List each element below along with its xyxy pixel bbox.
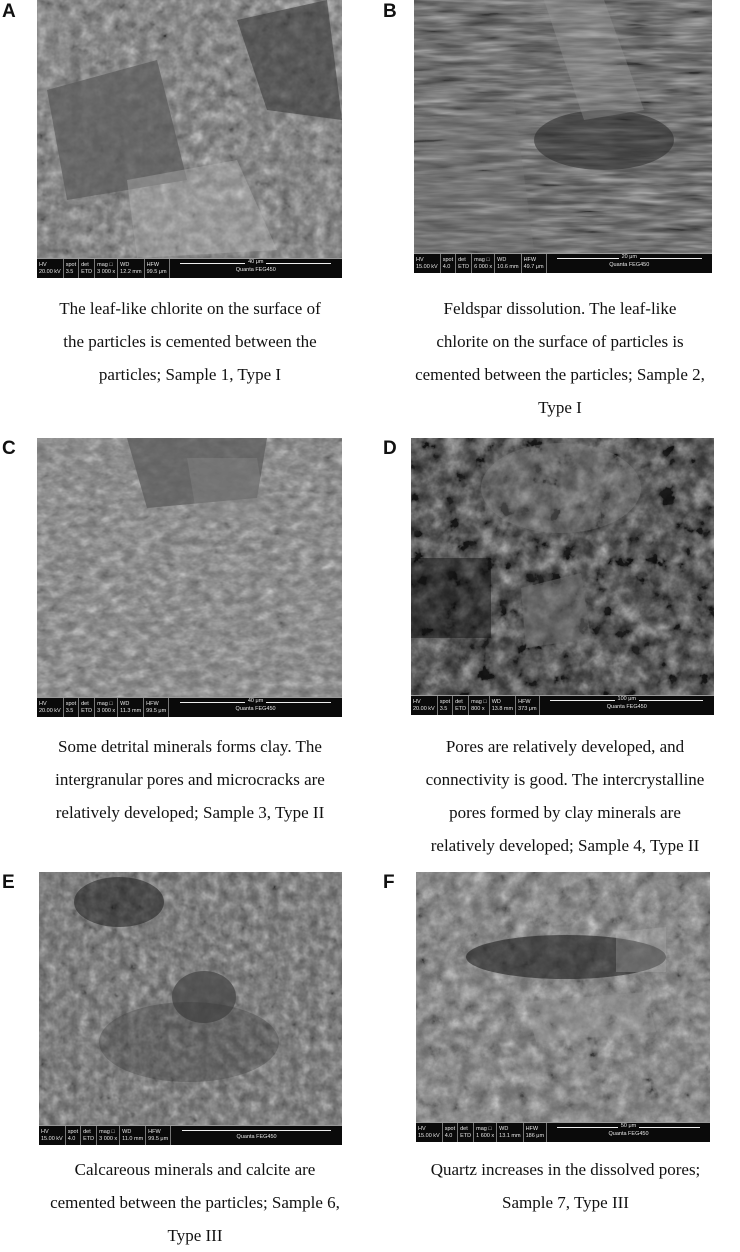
- hv-label: HV: [41, 1129, 49, 1136]
- wd-label: WD: [120, 262, 130, 269]
- hfw-value: 99.5 μm: [146, 268, 167, 275]
- mag-value: 800 x: [471, 705, 485, 712]
- wd-value: 10.6 mm: [497, 263, 519, 270]
- caption: [20, 1153, 370, 1252]
- sem-info-bar: [411, 695, 714, 715]
- caption: [385, 292, 735, 424]
- caption: [20, 292, 360, 391]
- sem-info-bar: [37, 697, 342, 717]
- mag-label: mag □: [474, 257, 490, 264]
- caption-line: chlorite on the surface of particles is: [436, 332, 684, 351]
- det-value: ETD: [81, 268, 93, 275]
- det-label: det: [460, 1126, 468, 1133]
- hv-label: HV: [39, 701, 47, 708]
- spot-label: spot: [65, 262, 77, 269]
- microscope-model: Quanta FEG450: [235, 706, 276, 713]
- det-label: det: [81, 701, 89, 708]
- caption-line: Pores are relatively developed, and: [445, 737, 685, 756]
- wd-value: 13.1 mm: [499, 1132, 521, 1139]
- hfw-value: 99.5 μm: [148, 1135, 169, 1142]
- hv-value: 20.00 kV: [39, 268, 61, 275]
- sem-info-bar: [39, 1125, 342, 1145]
- caption-line: Type I: [538, 398, 582, 417]
- det-value: ETD: [81, 707, 93, 714]
- det-label: det: [455, 699, 463, 706]
- det-label: det: [458, 257, 466, 264]
- scale-bar: [540, 696, 714, 715]
- mag-label: mag □: [99, 1129, 115, 1136]
- scale-text: 40 μm: [245, 698, 266, 704]
- caption-line: relatively developed; Sample 4, Type II: [430, 836, 700, 855]
- scale-text: 50 μm: [618, 1123, 639, 1129]
- sem-image: [416, 872, 710, 1142]
- sem-image: [37, 438, 342, 717]
- caption-line: Feldspar dissolution. The leaf-like: [443, 299, 677, 318]
- scale-bar: [170, 259, 342, 278]
- hv-value: 20.00 kV: [413, 705, 435, 712]
- caption-line: The leaf-like chlorite on the surface of: [59, 299, 321, 318]
- hv-label: HV: [39, 262, 47, 269]
- hfw-label: HFW: [518, 699, 531, 706]
- hv-value: 15.00 kV: [416, 263, 438, 270]
- hv-label: HV: [418, 1126, 426, 1133]
- caption: [395, 730, 735, 862]
- hfw-value: 373 μm: [518, 705, 537, 712]
- panel-label: C: [2, 438, 16, 459]
- caption-line: Calcareous minerals and calcite are: [74, 1160, 316, 1179]
- spot-value: 4.0: [67, 1135, 76, 1142]
- mag-value: 3 000 x: [99, 1135, 118, 1142]
- wd-label: WD: [491, 699, 501, 706]
- panel-label: B: [383, 1, 397, 22]
- panel-label: A: [2, 1, 16, 22]
- sem-info-bar: [37, 258, 342, 278]
- spot-label: spot: [442, 257, 454, 264]
- hfw-label: HFW: [525, 1126, 539, 1133]
- microscope-model: Quanta FEG450: [236, 1134, 277, 1141]
- det-label: det: [83, 1129, 91, 1136]
- wd-value: 12.2 mm: [120, 268, 142, 275]
- mag-value: 3 000 x: [97, 268, 116, 275]
- mag-label: mag □: [471, 699, 487, 706]
- hfw-value: 49.7 μm: [523, 263, 544, 270]
- scale-text: 40 μm: [245, 259, 266, 265]
- caption-line: pores formed by clay minerals are: [449, 803, 681, 822]
- hfw-value: 186 μm: [525, 1132, 545, 1139]
- hv-label: HV: [413, 699, 421, 706]
- hfw-label: HFW: [146, 701, 159, 708]
- hfw-label: HFW: [146, 262, 160, 269]
- spot-label: spot: [444, 1126, 456, 1133]
- hv-value: 15.00 kV: [418, 1132, 440, 1139]
- sem-image: [414, 0, 712, 273]
- mag-value: 3 000 x: [97, 707, 116, 714]
- scale-bar: [169, 698, 342, 717]
- spot-value: 3.5: [65, 268, 74, 275]
- spot-label: spot: [439, 699, 451, 706]
- hv-value: 20.00 kV: [39, 707, 61, 714]
- spot-value: 4.0: [444, 1132, 453, 1139]
- caption-line: Sample 7, Type III: [502, 1193, 629, 1212]
- det-value: ETD: [460, 1132, 472, 1139]
- mag-label: mag □: [476, 1126, 492, 1133]
- scale-text: 20 μm: [619, 254, 640, 260]
- panel-label: E: [2, 872, 15, 893]
- det-value: ETD: [458, 263, 470, 270]
- wd-label: WD: [499, 1126, 509, 1133]
- caption-line: Quartz increases in the dissolved pores;: [430, 1160, 701, 1179]
- hfw-value: 99.5 μm: [146, 707, 167, 714]
- sem-image: [39, 872, 342, 1145]
- wd-label: WD: [497, 257, 507, 264]
- microscope-model: Quanta FEG450: [606, 704, 647, 711]
- spot-value: 3.5: [439, 705, 448, 712]
- scale-bar: [547, 1123, 710, 1142]
- wd-value: 11.0 mm: [122, 1135, 144, 1142]
- det-value: ETD: [455, 705, 467, 712]
- microscope-model: Quanta FEG450: [608, 1131, 649, 1138]
- mag-value: 1 600 x: [476, 1132, 495, 1139]
- sem-info-bar: [416, 1122, 710, 1142]
- caption: [20, 730, 360, 829]
- caption-line: particles; Sample 1, Type I: [98, 365, 282, 384]
- wd-value: 13.8 mm: [491, 705, 514, 712]
- caption-line: Some detrital minerals forms clay. The: [58, 737, 322, 756]
- spot-value: 4.0: [442, 263, 451, 270]
- caption-line: intergranular pores and microcracks are: [55, 770, 325, 789]
- det-label: det: [81, 262, 89, 269]
- spot-value: 3.5: [65, 707, 74, 714]
- panel-label: F: [383, 872, 395, 893]
- panel-label: D: [383, 438, 397, 459]
- caption-line: connectivity is good. The intercrystalline: [425, 770, 705, 789]
- caption-line: Type III: [167, 1226, 223, 1245]
- wd-value: 11.3 mm: [120, 707, 142, 714]
- caption-line: cemented between the particles; Sample 2,: [415, 365, 705, 384]
- scale-bar: [547, 254, 712, 273]
- caption-line: cemented between the particles; Sample 6,: [50, 1193, 340, 1212]
- spot-label: spot: [67, 1129, 79, 1136]
- sem-image: [411, 438, 714, 715]
- caption: [393, 1153, 738, 1219]
- hv-value: 15.00 kV: [41, 1135, 63, 1142]
- det-value: ETD: [83, 1135, 95, 1142]
- microscope-model: Quanta FEG450: [235, 267, 276, 274]
- caption-line: relatively developed; Sample 3, Type II: [55, 803, 325, 822]
- sem-info-bar: [414, 253, 712, 273]
- scale-text: 100 μm: [615, 696, 639, 702]
- microscope-model: Quanta FEG450: [609, 262, 650, 269]
- mag-value: 6 000 x: [474, 263, 493, 270]
- wd-label: WD: [120, 701, 130, 708]
- wd-label: WD: [122, 1129, 132, 1136]
- mag-label: mag □: [97, 262, 113, 269]
- hfw-label: HFW: [148, 1129, 161, 1136]
- mag-label: mag □: [97, 701, 113, 708]
- caption-line: the particles is cemented between the: [63, 332, 317, 351]
- spot-label: spot: [65, 701, 77, 708]
- hv-label: HV: [416, 257, 424, 264]
- hfw-label: HFW: [523, 257, 537, 264]
- sem-image: [37, 0, 342, 278]
- scale-bar: [171, 1126, 342, 1145]
